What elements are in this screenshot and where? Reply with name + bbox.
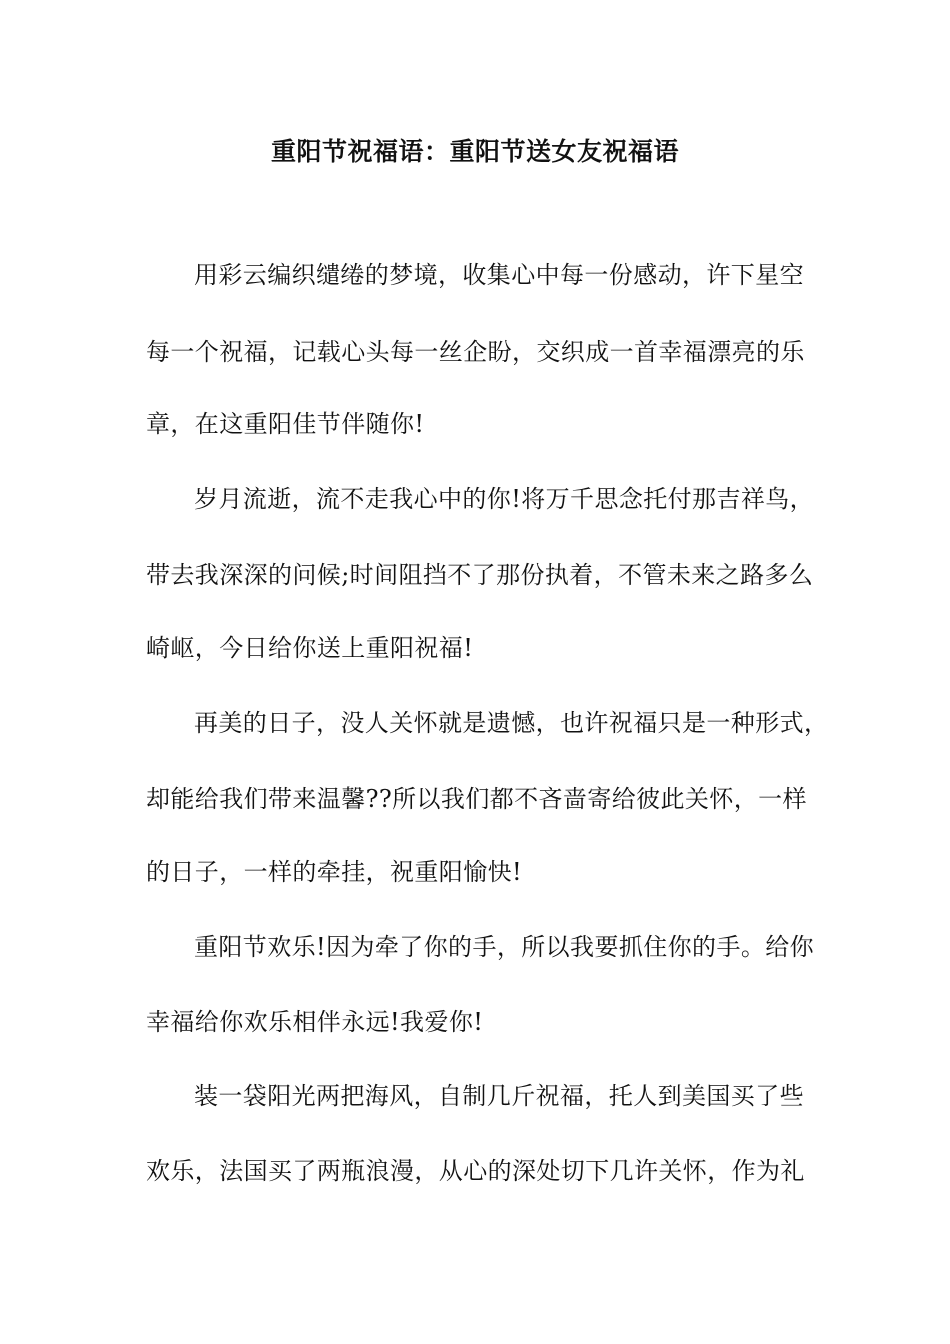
paragraph-2-line-1: 岁月流逝，流不走我心中的你!将万千思念托付那吉祥鸟， xyxy=(194,485,815,513)
paragraph-3-line-3: 的日子，一样的牵挂，祝重阳愉快! xyxy=(146,858,523,886)
document-title: 重阳节祝福语：重阳节送女友祝福语 xyxy=(270,137,679,166)
paragraph-1-line-1: 用彩云编织缱绻的梦境，收集心中每一份感动，许下星空 xyxy=(194,261,804,289)
paragraph-3-line-2: 却能给我们带来温馨??所以我们都不吝啬寄给彼此关怀，一样 xyxy=(146,785,807,813)
paragraph-4-line-2: 幸福给你欢乐相伴永远!我爱你! xyxy=(146,1008,484,1036)
paragraph-5-line-2: 欢乐，法国买了两瓶浪漫，从心的深处切下几许关怀，作为礼 xyxy=(146,1157,805,1185)
paragraph-5-line-1: 装一袋阳光两把海风，自制几斤祝福，托人到美国买了些 xyxy=(194,1082,804,1110)
paragraph-2-line-3: 崎岖，今日给你送上重阳祝福! xyxy=(146,634,474,662)
paragraph-2-line-2: 带去我深深的问候;时间阻挡不了那份执着，不管未来之路多么 xyxy=(146,561,814,589)
paragraph-3-line-1: 再美的日子，没人关怀就是遗憾，也许祝福只是一种形式， xyxy=(194,709,829,737)
paragraph-1-line-3: 章，在这重阳佳节伴随你! xyxy=(146,410,425,438)
paragraph-1-line-2: 每一个祝福，记载心头每一丝企盼，交织成一首幸福漂亮的乐 xyxy=(146,338,805,366)
paragraph-4-line-1: 重阳节欢乐!因为牵了你的手，所以我要抓住你的手。给你 xyxy=(194,933,815,961)
